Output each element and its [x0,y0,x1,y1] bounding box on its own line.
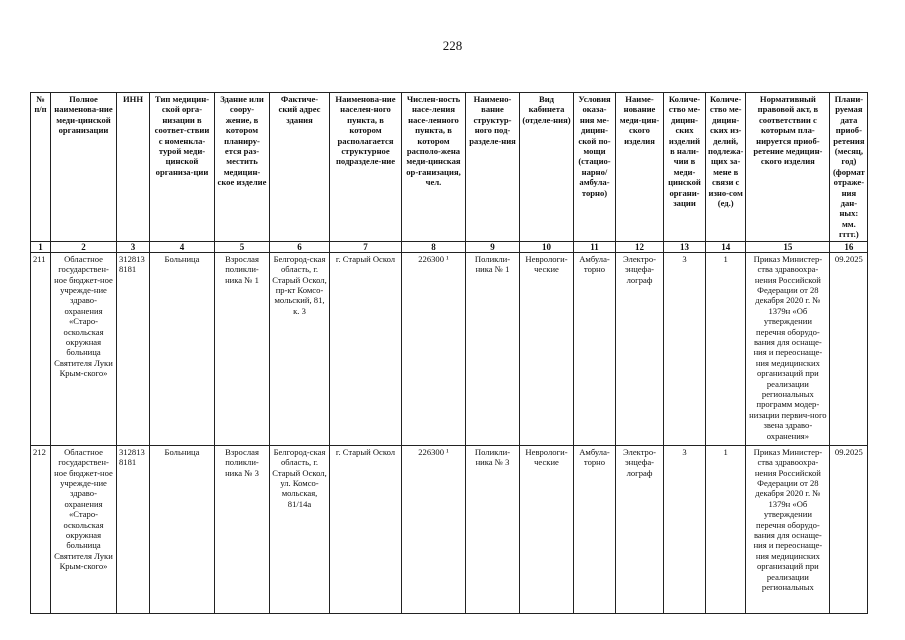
row-number: 211 [31,252,51,445]
equipment-table [30,92,868,614]
replace-count: 1 [706,445,746,613]
purchase-date: 09.2025 [830,445,868,613]
locality: г. Старый Оскол [330,445,402,613]
column-number: 2 [51,241,117,252]
legal-act: Приказ Министер-ства здравоохра-нения Российской Федерации от 28 декабря 2020 г. № 1379н «Об утверждении перечня оборудо-вания для оснаще-ния и переоснаще-ния медицинских организаций при реализации региональных программ модер-низации первич-ного звена здраво-охранения» [746,252,830,445]
col-header: Условия оказа-ния ме-дицин-ской по-мощи (стацио-нарно/ амбула-торно) [574,93,616,242]
col-header: Наимено-вание структур-ного под-разделе-ния [466,93,520,242]
row-number: 212 [31,445,51,613]
page-number: 228 [442,38,463,53]
col-header: Наименова-ние населен-ного пункта, в котором располагается структурное подразделе-ние [330,93,402,242]
column-number: 3 [117,241,150,252]
col-header: Вид кабинета (отделе-ния) [520,93,574,242]
table-row [31,252,868,445]
column-number: 9 [466,241,520,252]
cabinet: Неврологи-ческие [520,445,574,613]
available-count: 3 [664,445,706,613]
building: Взрослая поликли-ника № 3 [215,445,270,613]
col-header: Количе-ство ме-дицин-ских изделий в нали-чии в меди-цинской органи-зации [664,93,706,242]
column-number: 15 [746,241,830,252]
column-number: 12 [616,241,664,252]
column-number: 8 [402,241,466,252]
table-row [31,445,868,613]
available-count: 3 [664,252,706,445]
col-header: Наиме-нование меди-цин-ского изделия [616,93,664,242]
column-number: 10 [520,241,574,252]
column-number: 5 [215,241,270,252]
device: Электро-энцефа-лограф [616,445,664,613]
unit: Поликли-ника № 3 [466,445,520,613]
column-number: 14 [706,241,746,252]
locality: г. Старый Оскол [330,252,402,445]
col-header: Здание или соору-жение, в котором планиру-ется раз-местить медицин-ское изделие [215,93,270,242]
col-header: Тип медицин-ской орга-низации в соответ-ствии с номенкла-турой меди-цинской организа-ции [150,93,215,242]
conditions: Амбула-торно [574,445,616,613]
col-header: Полное наименова-ние меди-цинской организации [51,93,117,242]
column-number: 6 [270,241,330,252]
building: Взрослая поликли-ника № 1 [215,252,270,445]
col-header: Количе-ство ме-дицин-ских из-делий, подлежа-щих за-мене в связи с изно-сом (ед.) [706,93,746,242]
column-number: 1 [31,241,51,252]
population: 226300 ¹ [402,252,466,445]
org-name: Областное государствен-ное бюджет-ное учрежде-ние здраво-охранения «Старо-оскольская окружная больница Святителя Луки Крым-ского» [51,252,117,445]
inn: 312813 8181 [117,445,150,613]
address: Белгород-ская область, г. Старый Оскол, ул. Комсо-мольская, 81/14а [270,445,330,613]
column-number-row [31,241,868,252]
column-number: 13 [664,241,706,252]
col-header: Фактиче-ский адрес здания [270,93,330,242]
column-number: 7 [330,241,402,252]
col-header: Нормативный правовой акт, в соответствии с которым пла-нируется приоб-ретение медицин-ского изделия [746,93,830,242]
col-header: Плани-руемая дата приоб-ретения (месяц, год) (формат отраже-ния дан-ных: мм. гггг.) [830,93,868,242]
conditions: Амбула-торно [574,252,616,445]
col-header: ИНН [117,93,150,242]
column-number: 11 [574,241,616,252]
org-name: Областное государствен-ное бюджет-ное учрежде-ние здраво-охранения «Старо-оскольская окружная больница Святителя Луки Крым-ского» [51,445,117,613]
inn: 312813 8181 [117,252,150,445]
unit: Поликли-ника № 1 [466,252,520,445]
address: Белгород-ская область, г. Старый Оскол, пр-кт Комсо-мольский, 81, к. 3 [270,252,330,445]
table-header-row [31,93,868,242]
cabinet: Неврологи-ческие [520,252,574,445]
replace-count: 1 [706,252,746,445]
legal-act: Приказ Министер-ства здравоохра-нения Российской Федерации от 28 декабря 2020 г. № 1379н «Об утверждении перечня оборудо-вания для оснаще-ния и переоснаще-ния медицинских организаций при реализации региональных [746,445,830,613]
org-type: Больница [150,252,215,445]
device: Электро-энцефа-лограф [616,252,664,445]
column-number: 4 [150,241,215,252]
org-type: Больница [150,445,215,613]
col-header: Числен-ность насе-ления насе-ленного пункта, в котором располо-жена меди-цинская ор-ганизация, чел. [402,93,466,242]
purchase-date: 09.2025 [830,252,868,445]
population: 226300 ¹ [402,445,466,613]
col-header: № п/п [31,93,51,242]
column-number: 16 [830,241,868,252]
